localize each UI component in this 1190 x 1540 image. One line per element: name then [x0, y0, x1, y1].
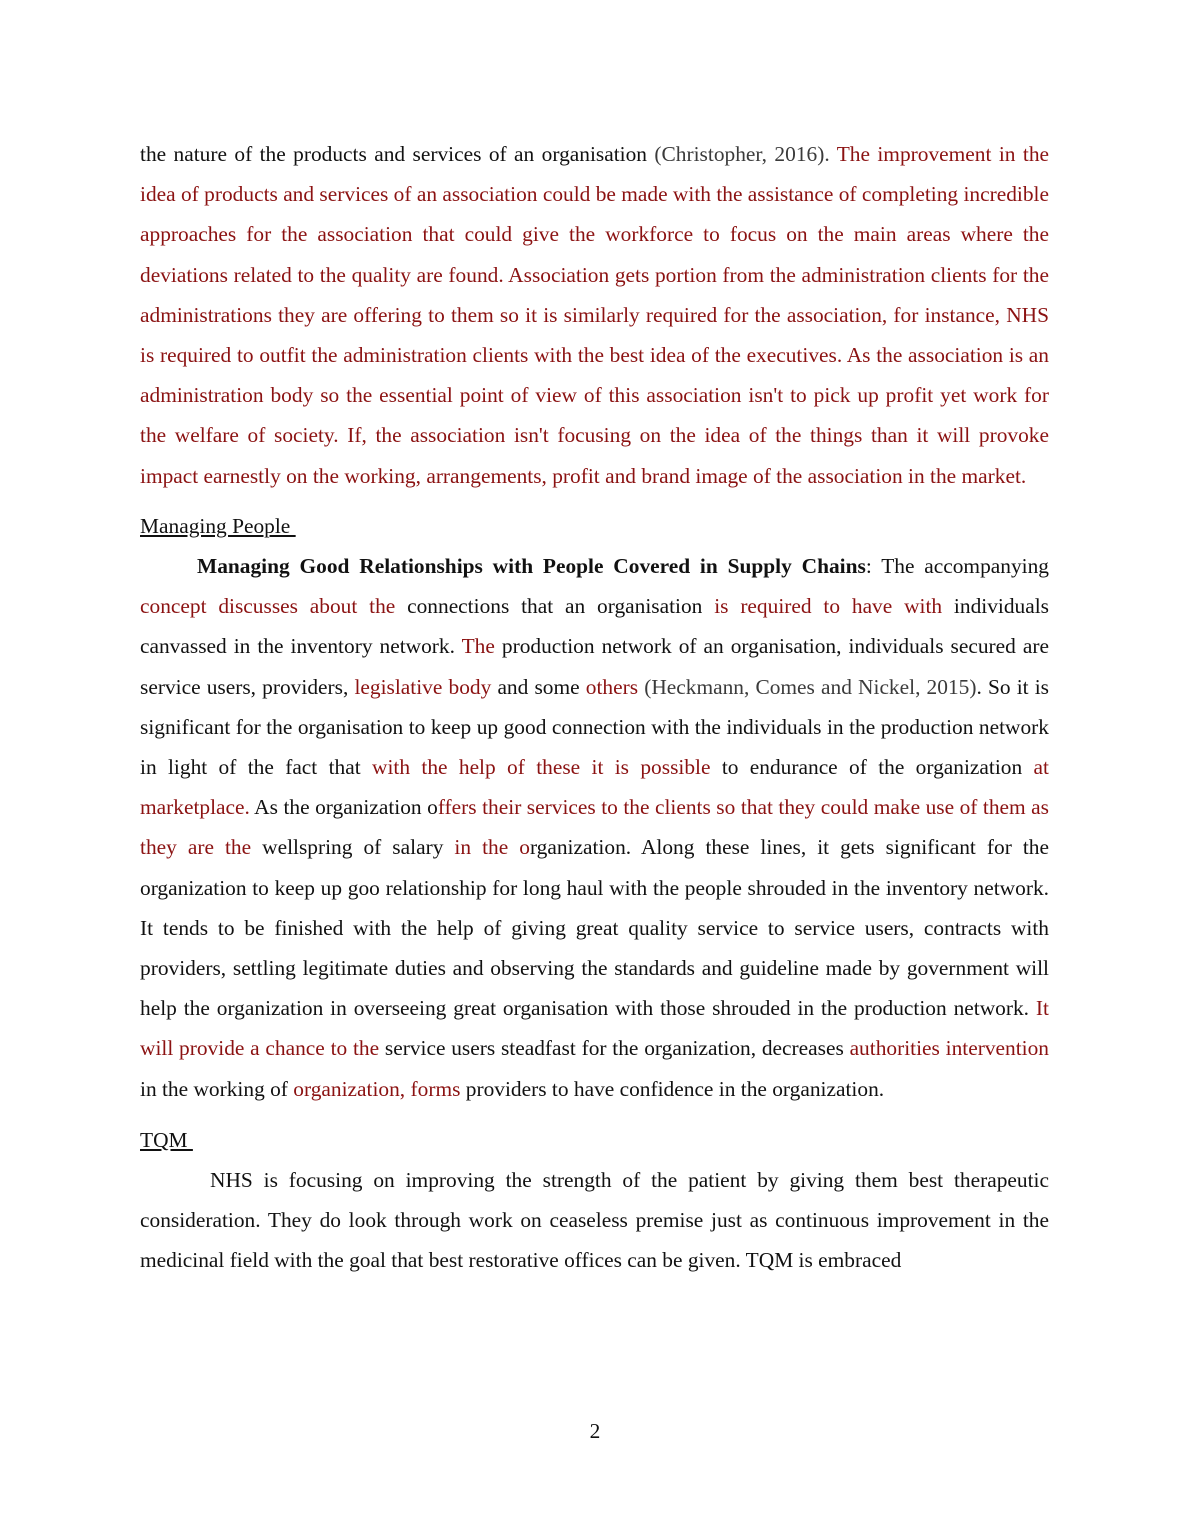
highlighted-text: It will provide a chance to the [140, 996, 1049, 1061]
paragraph-text: . So it is significant for the organisation to keep up good connection with the individuals in the production network in light of the fact that [140, 674, 1049, 780]
paragraph-text: wellspring of salary [251, 835, 455, 860]
intro-text: the nature of the products and services of an organisation [140, 142, 655, 166]
highlighted-text: is required to have with [714, 594, 943, 619]
paragraph-text: and some [491, 674, 586, 699]
highlighted-text: with the help of these it is possible [372, 755, 711, 780]
tqm-paragraph: NHS is focusing on improving the strength of the patient by giving them best therapeutic consideration. They do look through work on ceaseless premise just as continuous improvement in the medicinal field with the goal that best restorative offices can be given. TQM is embraced [140, 1168, 1049, 1273]
highlighted-text: ffers their services to the clients so that they could make use of them as they are the [140, 795, 1049, 860]
bold-lead-in: Managing Good Relationships with People Covered in Supply Chains [197, 554, 866, 579]
page-number: 2 [589, 1419, 601, 1443]
managing-people-paragraph [140, 546, 1049, 1109]
paragraph-text: service users steadfast for the organization, decreases [379, 1036, 850, 1061]
citation: (Christopher, 2016). [654, 142, 830, 166]
paragraph-text: to endurance of the organization [710, 755, 1034, 780]
paragraph-text: As the organization o [249, 795, 438, 820]
highlighted-text: others [585, 674, 639, 699]
section-heading-tqm: TQM [140, 1127, 193, 1152]
paragraph-text: individuals canvassed in the inventory network. [140, 594, 1050, 659]
highlighted-text: organization, forms [293, 1076, 461, 1101]
paragraph-text: in the working of [140, 1076, 294, 1101]
citation: (Heckmann, Comes and Nickel, 2015) [638, 674, 977, 699]
paragraph-text: providers to have confidence in the organization. [460, 1076, 885, 1101]
highlighted-text: The improvement in the idea of products and services of an association could be made with the assistance of completing incredible approaches for the association that could give the workforce to focus on the main areas where the deviations related to the quality are found. Association gets portion from the administration clients for the administrations they are offering to them so it is similarly required for the association, for instance, NHS is required to outfit the administration clients with the best idea of the executives. As the association is an administration body so the essential point of view of this association isn't to pick up profit yet work for the welfare of society. If, the association isn't focusing on the idea of the things than it will provoke impact earnestly on the working, arrangements, profit and brand image of the association in the market. [140, 142, 1050, 488]
paragraph-text: rganization. Along these lines, it gets significant for the organization to keep up goo relationship for long haul with the people shrouded in the inventory network. It tends to be finished with the help of giving great quality service to service users, contracts with providers, settling legitimate duties and observing the standards and guideline made by government will help the organization in overseeing great organisation with those shrouded in the production network. [140, 835, 1049, 1021]
page-body [140, 134, 1049, 1281]
paragraph-text: : The accompanying [865, 554, 1049, 579]
highlighted-text: authorities intervention [849, 1036, 1049, 1061]
intro-paragraph [140, 134, 1049, 496]
paragraph-text: connections that an organisation [395, 594, 715, 619]
section-heading-managing-people: Managing People [140, 513, 296, 538]
highlighted-text: concept discusses about the [140, 594, 396, 619]
highlighted-text: at marketplace. [140, 755, 1049, 820]
highlighted-text: The [461, 634, 495, 659]
paragraph-text: production network of an organisation, individuals secured are service users, providers, [140, 634, 1049, 699]
highlighted-text: in the o [454, 835, 530, 860]
highlighted-text: legislative body [354, 674, 492, 699]
